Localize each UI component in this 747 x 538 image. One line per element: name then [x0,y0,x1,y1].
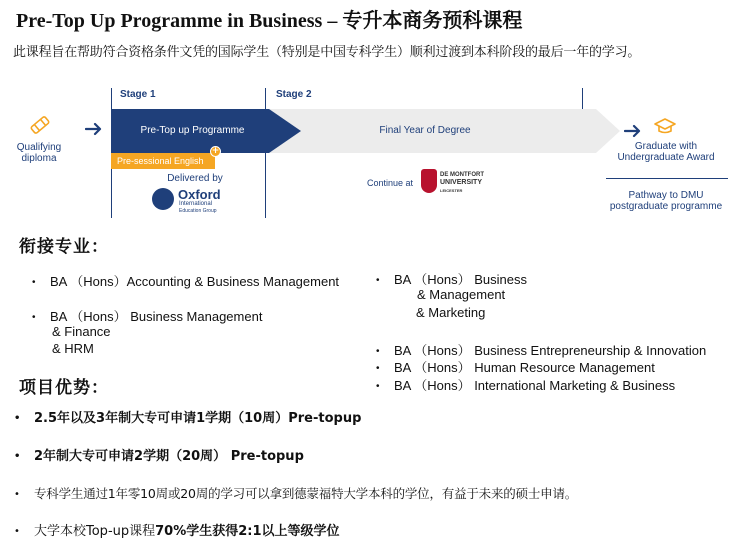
advantage-text: 专科学生通过1年零10周或20周的学习可以拿到德蒙福特大学本科的学位，有益于未来的硕士申请。 [34,486,578,501]
graduate-divider [606,178,728,179]
pathway-line2: postgraduate programme [609,201,723,212]
stage1-label: Stage 1 [120,89,156,100]
graduate-line1: Graduate with [634,141,698,152]
continue-at-label: Continue at [366,178,414,188]
bullet-icon: • [376,363,380,374]
arrow-right-icon [85,122,103,136]
major-continuation: & Finance [52,324,111,339]
major-item [376,357,655,376]
advantage-text-emphasis: 70%学生获得2:1以上等级学位 [155,524,340,538]
major-item-text: BA （Hons）Accounting & Business Management [50,274,340,289]
major-item [32,306,262,325]
major-item-text: BA （Hons） Business [394,272,527,287]
advantage-item [14,520,340,538]
advantage-text: 2.5年以及3年制大专可申请1学期（10周）Pre-topup [34,411,362,426]
oxford-globe-icon [152,188,174,210]
advantage-text: 2年制大专可申请2学期（20周） Pre-topup [34,449,304,464]
arrow-right-icon [624,124,642,138]
major-item [376,375,675,394]
bullet-icon: • [376,346,380,357]
majors-heading: 衔接专业： [19,237,109,257]
plus-icon: + [211,146,220,156]
oxford-logo-name: Oxford [178,187,221,202]
graduate-label [604,141,728,163]
bullet-icon: • [14,451,21,462]
graduation-cap-icon [654,117,676,135]
major-continuation: & Marketing [416,305,486,320]
bullet-icon: • [14,526,20,537]
bullet-icon: • [14,413,21,424]
stage2-divider-lower [265,152,266,218]
major-item [32,271,339,290]
advantage-item [14,484,577,502]
presessional-english-tag: Pre-sessional English [111,153,215,169]
major-item-text: BA （Hons） International Marketing & Business [394,378,676,393]
major-continuation: & HRM [52,341,94,356]
bullet-icon: • [14,489,20,500]
pathway-line1: Pathway to DMU [628,190,704,201]
major-item-text: BA （Hons） Business Management [50,309,263,324]
stage2-label: Stage 2 [276,89,312,100]
oxford-logo-sub1: International [179,201,213,207]
oxford-logo-sub2: Education Group [179,208,217,214]
delivered-by-label: Delivered by [167,173,223,184]
dmu-crest-icon [421,169,437,193]
pretop-programme-label: Pre-Top up Programme [140,125,245,136]
page-subtitle: 此课程旨在帮助符合资格条件文凭的国际学生（特别是中国专科学生）顺利过渡到本科阶段的最后一年的学习。 [13,45,641,60]
qualifying-line2: diploma [21,153,57,164]
bullet-icon: • [376,275,380,286]
graduate-line2: Undergraduate Award [617,152,715,163]
major-item-text: BA （Hons） Human Resource Management [394,360,655,375]
qualifying-diploma-label [8,142,70,164]
advantage-item [14,445,304,464]
qualifying-line1: Qualifying [16,142,62,153]
dmu-logo-line2: UNIVERSITY [440,179,483,186]
major-item-text: BA （Hons） Business Entrepreneurship & Innovation [394,343,707,358]
page-title: Pre-Top Up Programme in Business – 专升本商务预科课程 [16,10,523,32]
bullet-icon: • [376,381,380,392]
pathway-label [600,190,732,212]
advantage-item [14,407,361,426]
bullet-icon: • [32,312,36,323]
pathway-diagram [0,84,747,220]
major-item [376,269,527,288]
advantage-text-prefix: 大学本校Top-up课程 [34,524,156,538]
major-continuation: & Management [417,287,506,302]
final-year-label: Final Year of Degree [379,125,471,136]
dmu-logo-line3: LEICESTER [440,188,463,193]
bullet-icon: • [32,277,36,288]
dmu-logo-line1: DE MONTFORT [440,172,484,178]
diploma-icon [29,114,51,136]
advantages-heading: 项目优势： [19,378,109,398]
